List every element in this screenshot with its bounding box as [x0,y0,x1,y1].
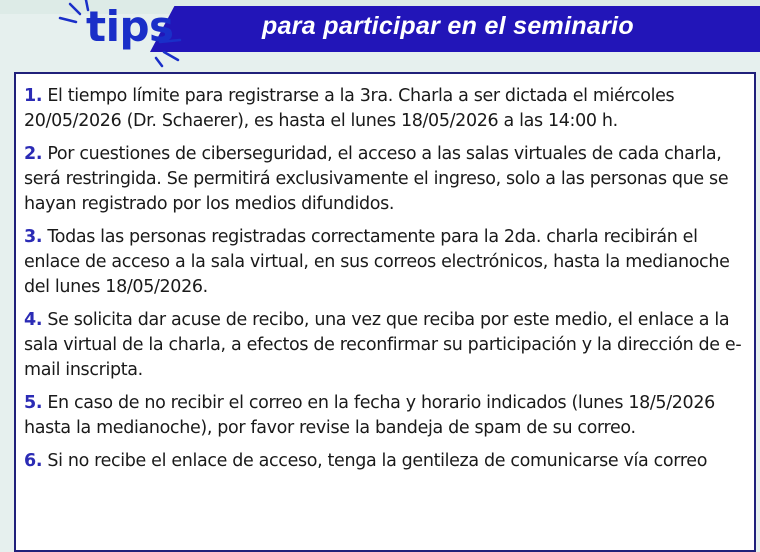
logo-word: tips [86,2,174,51]
list-item [24,225,750,300]
item-number: 2. [24,144,43,164]
item-text: Por cuestiones de ciberseguridad, el acceso a las salas virtuales de cada charla, será restringida. Se permitirá exclusivamente el ingreso, solo a las personas que se hayan registrado por los medios difundidos. [24,144,729,214]
item-text: Si no recibe el enlace de acceso, tenga la gentileza de comunicarse vía correo [47,451,708,471]
tips-card [14,72,756,552]
item-text: Todas las personas registradas correctamente para la 2da. charla recibirán el enlace de acceso a la sala virtual, en sus correos electrónicos, hasta la medianoche del lunes 18/05/2026. [24,227,730,297]
item-number: 3. [24,227,43,247]
item-text: El tiempo límite para registrarse a la 3ra. Charla a ser dictada el miércoles 20/05/2026 (Dr. Schaerer), es hasta el lunes 18/05/2026 a las 14:00 h. [24,86,675,131]
list-item [24,142,750,217]
tips-list [24,84,750,482]
list-item [24,308,750,383]
banner-title: para participar en el seminario [262,12,634,40]
item-number: 1. [24,86,43,106]
list-item [24,449,750,474]
list-item [24,391,750,441]
item-text: En caso de no recibir el correo en la fecha y horario indicados (lunes 18/5/2026 hasta la medianoche), por favor revise la bandeja de spam de su correo. [24,393,715,438]
item-number: 6. [24,451,43,471]
item-text: Se solicita dar acuse de recibo, una vez que reciba por este medio, el enlace a la sala virtual de la charla, a efectos de reconfirmar su participación y la dirección de e-mail inscripta. [24,310,742,380]
list-item [24,84,750,134]
item-number: 5. [24,393,43,413]
item-number: 4. [24,310,43,330]
